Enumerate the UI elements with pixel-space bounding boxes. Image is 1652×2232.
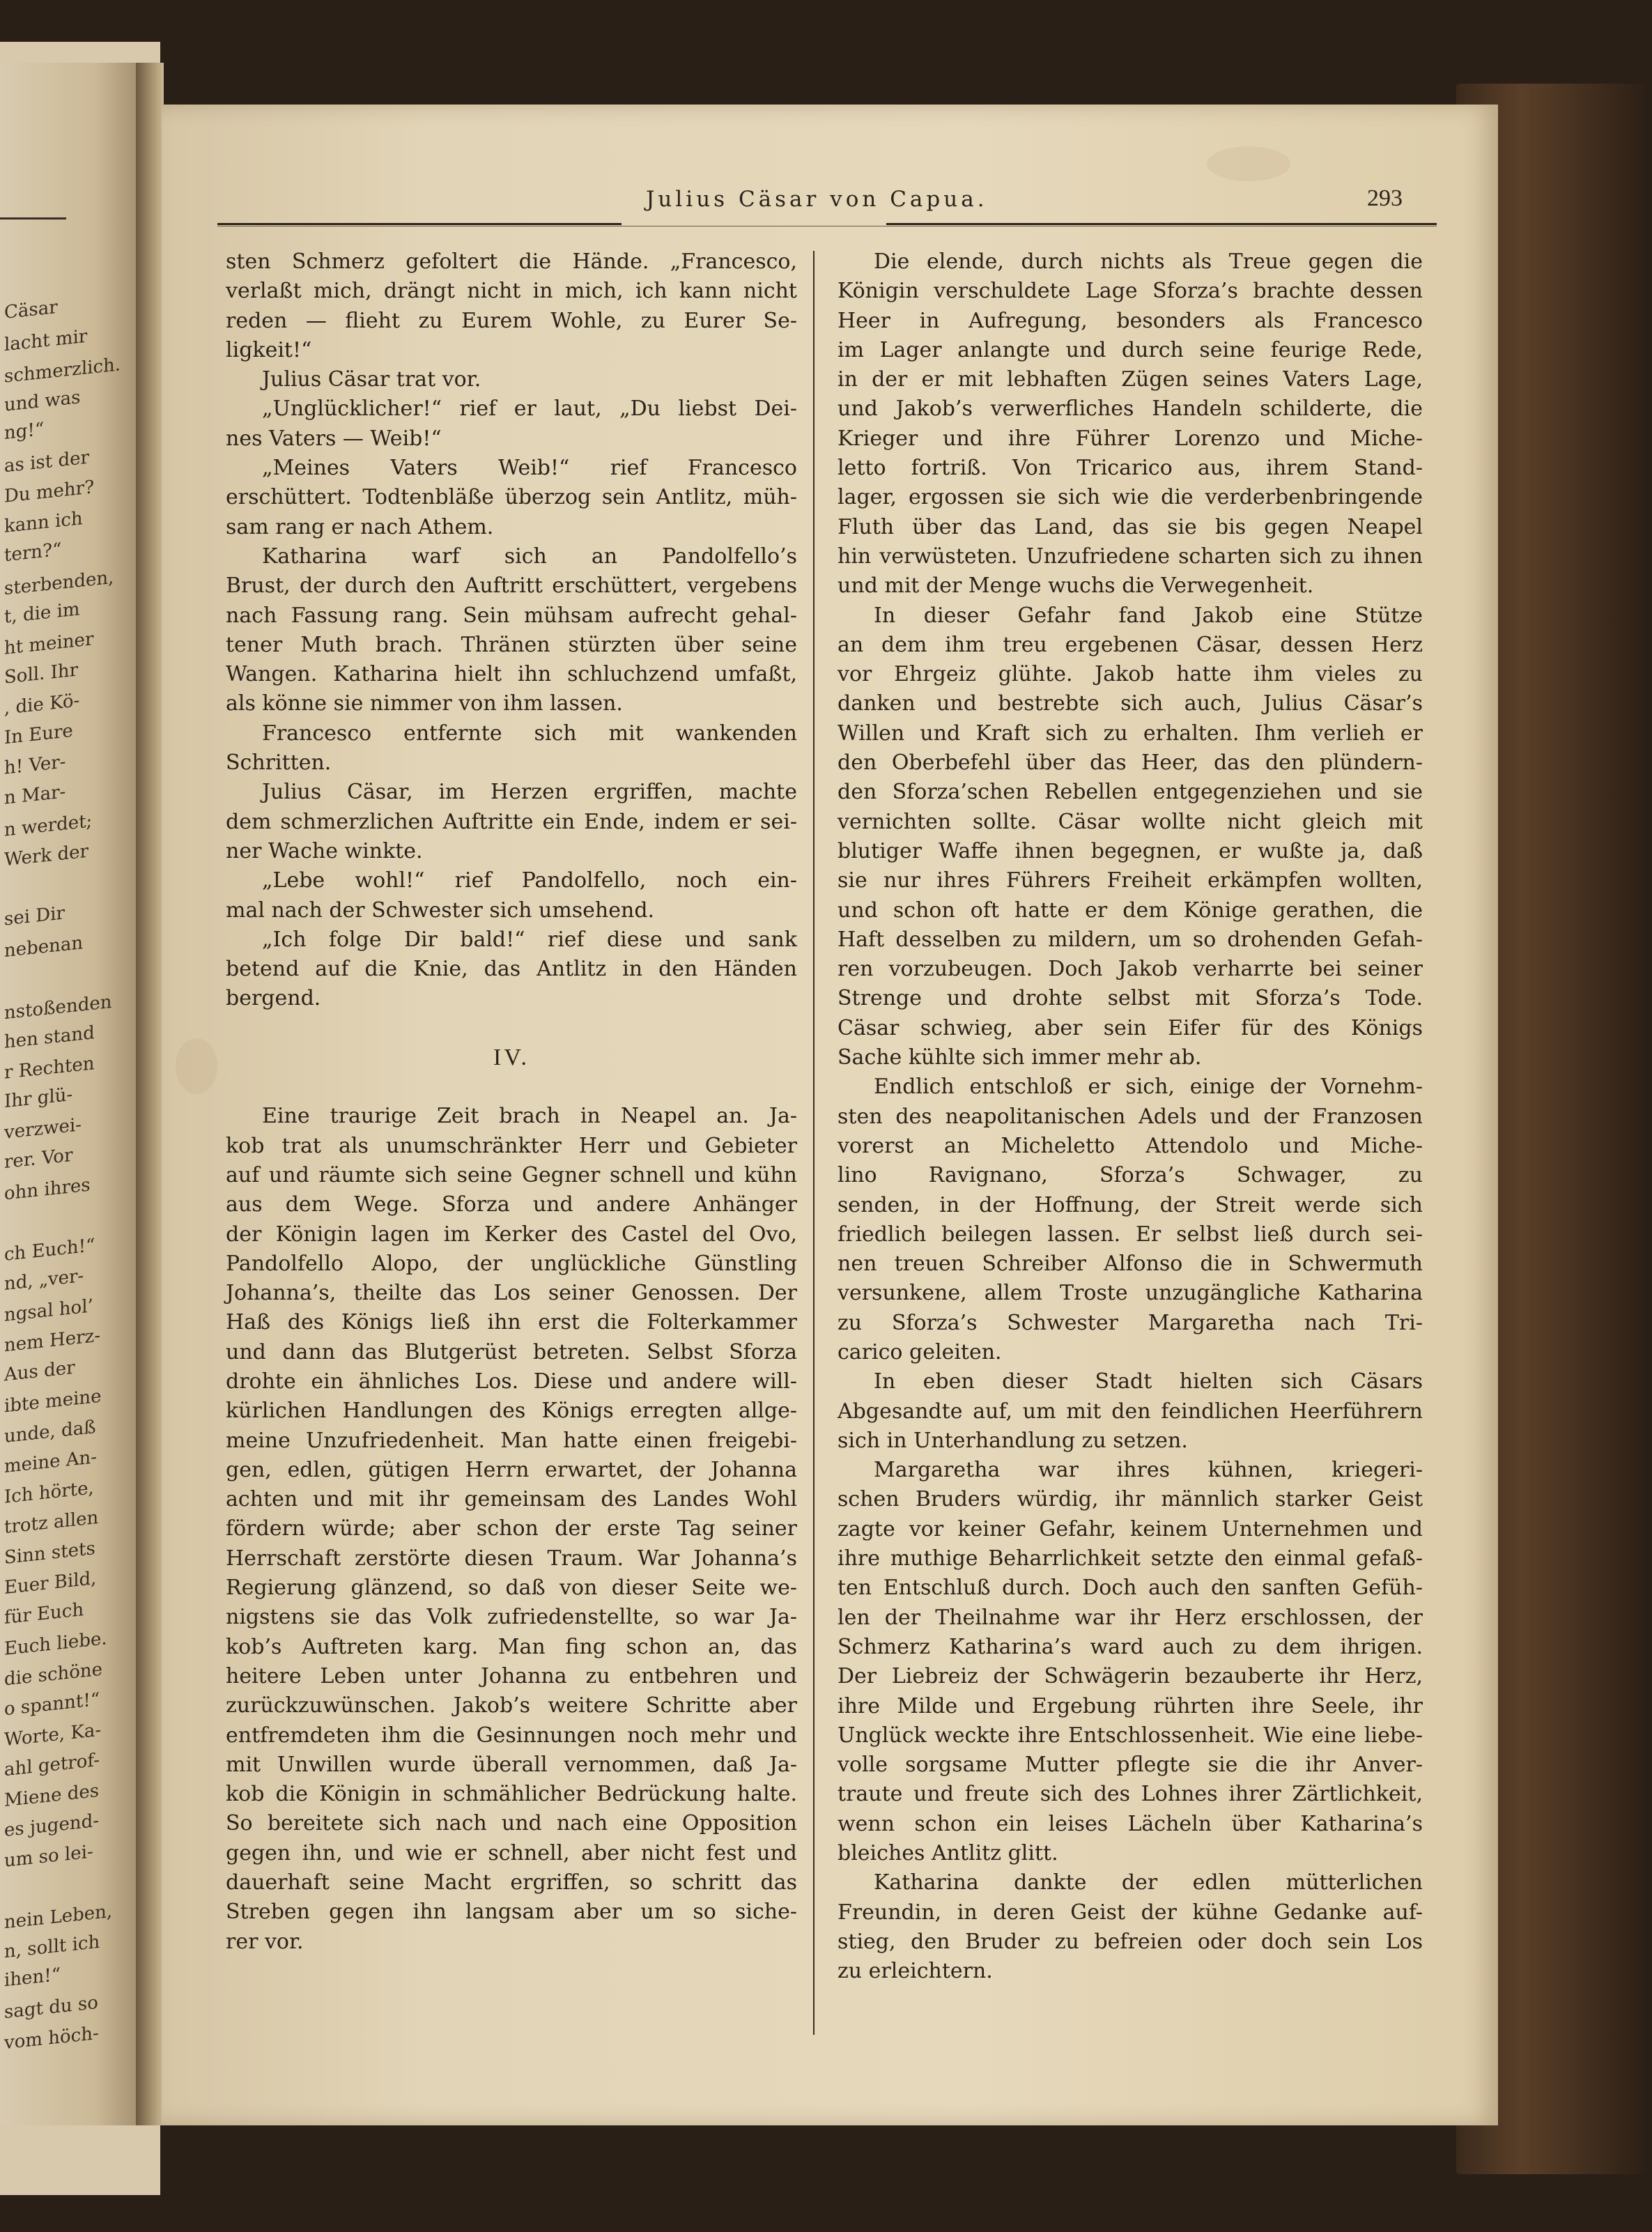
facing-text-fragment: unde, daß [4,1416,96,1447]
text-line: zagte vor keiner Gefahr, keinem Unternehmen und [837,1516,1423,1541]
facing-text-fragment: nebenan [4,932,84,962]
page-number: 293 [1367,185,1403,211]
text-line: traute und freute sich des Lohnes ihrer Zärtlichkeit, [837,1782,1423,1807]
facing-text-fragment: Miene des [4,1780,100,1811]
facing-text-fragment: tern?“ [4,539,62,567]
text-line: versunkene, allem Troste unzugängliche Katharina [837,1281,1423,1306]
text-line: heitere Leben unter Johanna zu entbehren und [226,1663,797,1688]
text-line: nach Fassung rang. Sein mühsam aufrecht gehal- [226,603,797,628]
text-line: gen, edlen, gütigen Herrn erwartet, der Johanna [226,1457,797,1482]
text-line: stieg, den Bruder zu befreien oder doch sein Los [837,1929,1423,1954]
facing-text-fragment: Worte, Ka- [4,1719,102,1750]
text-line: Strenge und drohte selbst mit Sforza’s Tode. [837,986,1423,1011]
text-line: den Sforza’schen Rebellen entgegenziehen und sie [837,780,1423,805]
paper-stain [176,1038,217,1094]
facing-text-fragment: Du mehr? [4,477,95,507]
text-line: ligkeit!“ [226,337,312,362]
text-line: ner Wache winkte. [226,838,423,863]
text-line: „Meines Vaters Weib!“ rief Francesco [262,456,797,481]
facing-text-fragment: nd, „ver- [4,1265,84,1295]
facing-text-fragment: In Eure [4,720,73,749]
facing-text-fragment: sagt du so [4,1992,98,2024]
facing-text-fragment: ngsal hol’ [4,1295,93,1326]
text-line: als könne sie nimmer von ihm lassen. [226,691,623,716]
text-line: und dann das Blutgerüst betreten. Selbst Sforza [226,1339,797,1364]
text-line: schen Bruders würdig, ihr männlich starker Geist [837,1487,1423,1512]
text-line: len der Theilnahme war ihr Herz erschlossen, der [837,1605,1423,1630]
facing-text-fragment: o spannt!“ [4,1688,100,1721]
header-rule-right [886,223,1437,225]
text-line: bergend. [226,986,321,1011]
text-line: zurückzuwünschen. Jakob’s weitere Schritte aber [226,1693,797,1718]
facing-text-fragment: ibte meine [4,1385,102,1417]
text-line: entfremdeten ihm die Gesinnungen noch mehr und [226,1723,797,1748]
facing-text-fragment: kann ich [4,507,83,537]
text-line: sten des neapolitanischen Adels und der Franzosen [837,1104,1423,1129]
text-line: in der er mit lebhaften Zügen seines Vaters Lage, [837,367,1423,392]
text-line: ren vorzubeugen. Doch Jakob verharrte bei seiner [837,957,1423,982]
book-page [162,105,1498,2125]
text-line: ten Entschluß durch. Doch auch den sanften Gefüh- [837,1576,1423,1601]
text-line: Wangen. Katharina hielt ihn schluchzend umfaßt, [226,662,797,687]
text-line: zu Sforza’s Schwester Margaretha nach Tri- [837,1310,1423,1335]
column-divider [813,251,815,2035]
facing-text-fragment: trotz allen [4,1507,99,1539]
facing-text-fragment: ht meiner [4,628,94,659]
text-line: „Unglücklicher!“ rief er laut, „Du liebst Dei- [262,397,797,422]
facing-text-fragment: Cäsar [4,296,58,324]
facing-text-fragment: Euer Bild, [4,1568,97,1599]
text-line: verlaßt mich, drängt nicht in mich, ich kann nicht [226,279,797,304]
facing-text-fragment: Werk der [4,840,88,871]
text-line: carico geleiten. [837,1339,1002,1364]
text-line: gegen ihn, und wie er schnell, aber nicht fest und [226,1840,797,1865]
facing-text-fragment: ahl getrof- [4,1749,100,1781]
facing-text-fragment: sterbenden, [4,567,114,599]
left-column [226,247,797,1957]
text-line: Francesco entfernte sich mit wankenden [262,721,797,746]
text-line: „Lebe wohl!“ rief Pandolfello, noch ein- [262,868,797,893]
facing-text-fragment: sei Dir [4,902,65,930]
right-column [837,247,1423,1987]
text-line: vernichten sollte. Cäsar wollte nicht gleich mit [837,809,1423,834]
text-line: ihre muthige Beharrlichkeit setzte den einmal gefaß- [837,1546,1423,1571]
text-line: Brust, der durch den Auftritt erschüttert, vergebens [226,574,797,599]
text-line: Die elende, durch nichts als Treue gegen die [874,249,1423,274]
facing-text-fragment: n, sollt ich [4,1931,100,1963]
text-line: sie nur ihres Führers Freiheit erkämpfen wollten, [837,868,1423,893]
facing-text-fragment: Ich hörte, [4,1477,94,1508]
facing-text-fragment: Soll. Ihr [4,659,79,688]
text-line: der Königin lagen im Kerker des Castel del Ovo, [226,1222,797,1247]
text-line: bleiches Antlitz glitt. [837,1841,1058,1866]
text-line: kürlichen Handlungen des Königs erregten allge- [226,1399,797,1424]
text-line: Der Liebreiz der Schwägerin bezauberte ihr Herz, [837,1664,1423,1689]
facing-text-fragment: meine An- [4,1447,98,1477]
text-line: Julius Cäsar, im Herzen ergriffen, machte [262,780,797,805]
facing-page-rule [0,217,66,220]
text-line: und mit der Menge wuchs die Verwegenheit. [837,574,1314,599]
text-line: den Oberbefehl über das Heer, das den plündern- [837,751,1423,776]
facing-text-fragment: ihen!“ [4,1964,61,1991]
text-line: „Ich folge Dir bald!“ rief diese und sank [262,927,797,952]
facing-text-fragment: Ihr glü- [4,1084,73,1113]
text-line: Schritten. [226,751,332,776]
facing-text-fragment: h! Ver- [4,751,66,779]
facing-text-fragment: n werdet; [4,810,93,841]
text-line: Regierung glänzend, so daß von dieser Seite we- [226,1576,797,1601]
text-line: Fluth über das Land, das sie bis gegen Neapel [837,514,1423,539]
facing-text-fragment: n Mar- [4,781,66,809]
text-line: kob trat als unumschränkter Herr und Gebieter [226,1133,797,1158]
text-line: sten Schmerz gefoltert die Hände. „Francesco, [226,249,797,274]
facing-text-fragment: ch Euch!“ [4,1234,95,1265]
text-line: In eben dieser Stadt hielten sich Cäsars [874,1369,1423,1394]
text-line: Willen und Kraft sich zu erhalten. Ihm verlieh er [837,721,1423,746]
text-line: So bereitete sich nach und nach eine Opposition [226,1811,797,1836]
facing-text-fragment: nein Leben, [4,1900,113,1933]
text-line: kob’s Auftreten karg. Man fing schon an, das [226,1634,797,1659]
text-line: und schon oft hatte er dem Könige gerathen, die [837,898,1423,923]
text-line: Heer in Aufregung, besonders als Francesco [837,308,1423,333]
text-line: senden, in der Hoffnung, der Streit werde sich [837,1192,1423,1217]
text-line: Unglück weckte ihre Entschlossenheit. Wie eine liebe- [837,1723,1423,1748]
header-rule-left [217,223,622,225]
facing-text-fragment: nem Herz- [4,1325,101,1357]
text-line: Pandolfello Alopo, der unglückliche Günstling [226,1251,797,1276]
facing-text-fragment: r Rechten [4,1052,95,1084]
text-line: meine Unzufriedenheit. Man hatte einen freigebi- [226,1428,797,1453]
text-line: Abgesandte auf, um mit den feindlichen Heerführern [837,1399,1423,1424]
text-line: an dem ihm treu ergebenen Cäsar, dessen Herz [837,632,1423,657]
text-line: Königin verschuldete Lage Sforza’s brachte dessen [837,279,1423,304]
facing-text-fragment: vom höch- [4,2022,99,2054]
text-line: letto fortriß. Von Tricarico aus, ihrem Stand- [837,456,1423,481]
text-line: tener Muth brach. Thränen stürzten über seine [226,632,797,657]
text-line: sich in Unterhandlung zu setzen. [837,1428,1188,1453]
text-line: auf und räumte sich seine Gegner schnell und kühn [226,1162,797,1187]
text-line: vor Ehrgeiz glühte. Jakob hatte ihm vieles zu [837,662,1423,687]
facing-page [0,63,136,2125]
text-line: Freundin, in deren Geist der kühne Gedanke auf- [837,1900,1423,1925]
text-line: kob die Königin in schmählicher Bedrückung halte. [226,1782,797,1807]
text-line: friedlich beilegen lassen. Er selbst ließ durch sei- [837,1222,1423,1247]
text-line: Julius Cäsar trat vor. [262,367,481,392]
text-line: drohte ein ähnliches Los. Diese und andere will- [226,1369,797,1394]
facing-text-fragment: die schöne [4,1658,103,1690]
text-line: Katharina warf sich an Pandolfello’s [262,544,797,569]
text-line: danken und bestrebte sich auch, Julius Cäsar’s [837,691,1423,716]
text-line: Endlich entschloß er sich, einige der Vornehm- [874,1075,1423,1100]
facing-text-fragment: Sinn stets [4,1537,95,1569]
facing-text-fragment: für Euch [4,1599,84,1629]
text-line: vorerst an Micheletto Attendolo und Miche- [837,1133,1423,1158]
text-line: Sache kühlte sich immer mehr ab. [837,1045,1202,1070]
facing-text-fragment: ohn ihres [4,1174,91,1204]
text-line: mit Unwillen wurde überall vernommen, daß Ja- [226,1752,797,1777]
text-line: nes Vaters — Weib!“ [226,426,442,451]
facing-text-fragment: ng!“ [4,418,45,445]
text-line: Eine traurige Zeit brach in Neapel an. Ja- [262,1104,797,1129]
text-line: nigstens sie das Volk zufriedenstellte, so war Ja- [226,1605,797,1630]
text-line: und Jakob’s verwerfliches Handeln schilderte, die [837,397,1423,422]
book-gutter [136,63,164,2125]
facing-text-fragment: verzwei- [4,1114,82,1144]
text-line: reden — flieht zu Eurem Wohle, zu Eurer Se- [226,308,797,333]
facing-text-fragment: as ist der [4,447,89,477]
text-line: rer vor. [226,1929,304,1954]
text-line: lager, ergossen sie sich wie die verderbenbringende [837,485,1423,510]
text-line: wenn schon ein leises Lächeln über Katharina’s [837,1811,1423,1836]
text-line: nen treuen Schreiber Alfonso die in Schwermuth [837,1252,1423,1277]
text-line: im Lager anlangte und durch seine feurige Rede, [837,337,1423,362]
facing-text-fragment: Aus der [4,1357,75,1385]
text-line: dauerhaft seine Macht ergriffen, so schritt das [226,1870,797,1895]
left-column-text-after [226,1102,797,1957]
facing-text-fragment: Euch liebe. [4,1628,107,1660]
text-line: blutiger Waffe ihnen begegnen, er wußte ja, daß [837,838,1423,863]
left-column-text-before [226,247,797,1014]
text-line: In dieser Gefahr fand Jakob eine Stütze [874,603,1423,628]
text-line: zu erleichtern. [837,1959,993,1984]
text-line: betend auf die Knie, das Antlitz in den Händen [226,957,797,982]
text-line: achten und mit ihr gemeinsam des Landes Wohl [226,1487,797,1512]
text-line: aus dem Wege. Sforza und andere Anhänger [226,1192,797,1217]
text-line: Katharina dankte der edlen mütterlichen [874,1870,1423,1895]
text-line: dem schmerzlichen Auftritte ein Ende, indem er sei- [226,809,797,834]
text-line: Schmerz Katharina’s ward auch zu dem ihrigen. [837,1634,1423,1659]
text-line: Margaretha war ihres kühnen, kriegeri- [874,1458,1423,1483]
facing-text-fragment: t, die im [4,599,80,628]
text-line: volle sorgsame Mutter pflegte sie die ihr Anver- [837,1753,1423,1778]
running-title: Julius Cäsar von Capua. [646,187,988,212]
text-line: Herrschaft zerstörte diesen Traum. War Johanna’s [226,1546,797,1571]
paper-stain [1207,146,1290,181]
facing-text-fragment: um so lei- [4,1840,93,1872]
text-line: erschüttert. Todtenbläße überzog sein Antlitz, müh- [226,485,797,510]
text-line: hin verwüsteten. Unzufriedene scharten sich zu ihnen [837,544,1423,569]
facing-text-fragment: nstoßenden [4,991,112,1024]
right-column-text [837,247,1423,1987]
facing-text-fragment: hen stand [4,1022,95,1053]
section-heading: IV. [493,1044,530,1070]
text-line: sam rang er nach Athem. [226,514,494,539]
text-line: Johanna’s, theilte das Los seiner Genossen. Der [226,1281,797,1306]
facing-text-fragment: lacht mir [4,325,88,355]
facing-text-fragment: , die Kö- [4,689,80,719]
text-line: Haß des Königs ließ ihn erst die Folterkammer [226,1310,797,1335]
facing-text-fragment: schmerzlich. [4,354,121,387]
text-line: fördern würde; aber schon der erste Tag seiner [226,1516,797,1541]
text-line: Krieger und ihre Führer Lorenzo und Miche- [837,426,1423,451]
facing-text-fragment: und was [4,386,81,416]
text-line: Streben gegen ihn langsam aber um so siche- [226,1900,797,1925]
facing-text-fragment: rer. Vor [4,1144,73,1173]
text-line: Cäsar schwieg, aber sein Eifer für des Königs [837,1015,1423,1040]
text-line: Haft desselben zu mildern, um so drohenden Gefah- [837,927,1423,952]
text-line: ihre Milde und Ergebung rührten ihre Seele, ihr [837,1693,1423,1718]
facing-text-fragment: es jugend- [4,1810,100,1842]
text-line: lino Ravignano, Sforza’s Schwager, zu [837,1163,1423,1188]
text-line: mal nach der Schwester sich umsehend. [226,898,655,923]
